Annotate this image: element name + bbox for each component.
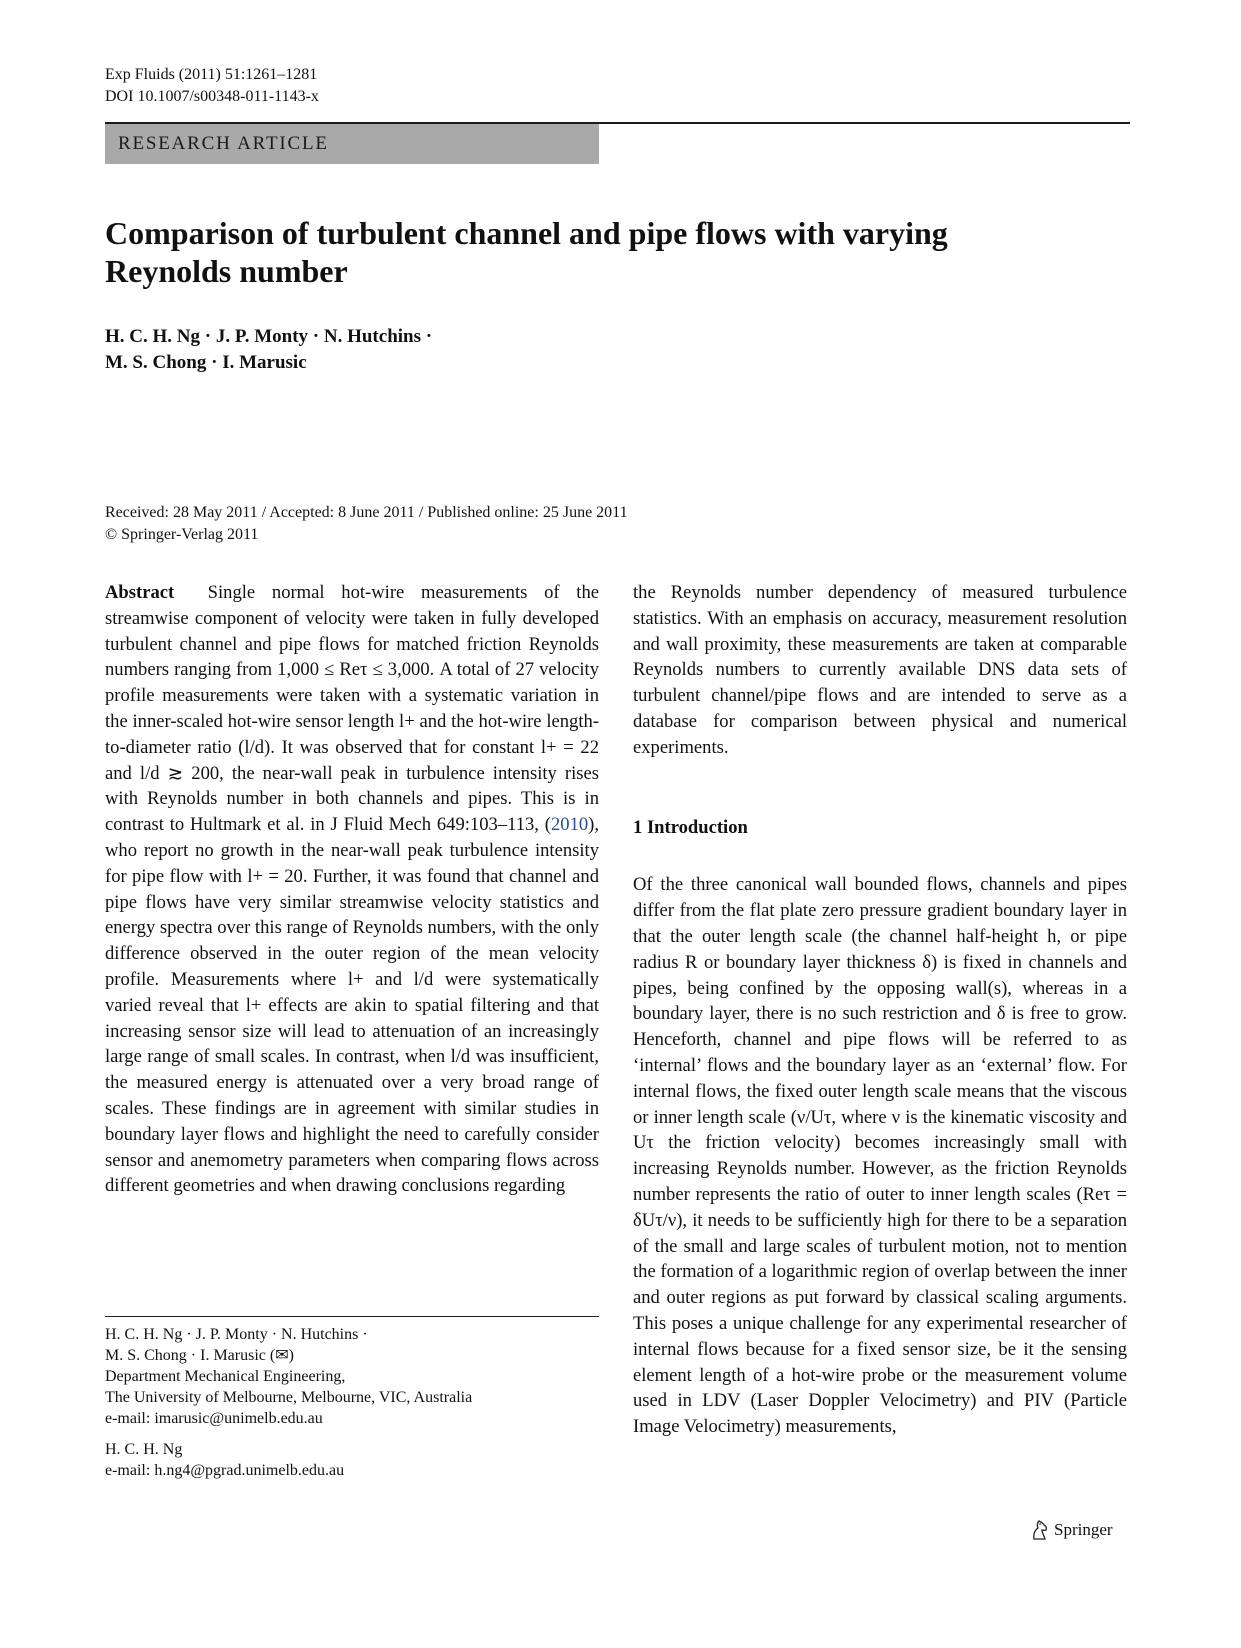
journal-citation: Exp Fluids (2011) 51:1261–1281 [105,66,318,83]
abstract-text-1: Single normal hot-wire measurements of the streamwise component of velocity were taken in fully developed turbulent channel and pipe flows for matched friction Reynolds numbers ranging from 1,000 ≤ Reτ ≤ 3,000. A total of 27 velocity profile measurements were taken with a systematic variation in the inner-scaled hot-wire sensor length l+ and the hot-wire length-to-diameter ratio (l/d). It was observed that for constant l+ = 22 and l/d ≳ 200, the near-wall peak in turbulence intensity rises with Reynolds number in both channels and pipes. This is in contrast to Hultmark et al. in J Fluid Mech 649:103–113, ( [105,582,600,836]
abstract-paragraph [105,580,599,1199]
abstract-continuation: the Reynolds number dependency of measured turbulence statistics. With an emphasis on accuracy, measurement resolution and wall proximity, these measurements are taken at comparable Reynolds numbers to currently available DNS data sets of turbulent channel/pipe flows and are intended to serve as a database for comparison between physical and numerical experiments. [633,582,1127,758]
abstract-label: Abstract [105,582,175,603]
article-type-banner: RESEARCH ARTICLE [105,124,599,164]
publication-dates [105,502,1005,546]
abstract-text-2: ), who report no growth in the near-wall peak turbulence intensity for pipe flow with l+ = 20. Further, it was found that channel and pipe flows have very similar streamwise velocity statistics and energy spectra over this range of Reynolds numbers, with the only difference observed in the outer region of the mean velocity profile. Measurements where l+ and l/d were systematically varied reveal that l+ effects are akin to spatial filtering and that increasing sensor size will lead to attenuation of an increasingly large range of small scales. In contrast, when l/d was insufficient, the measured energy is attenuated over a very broad range of scales. These findings are in agreement with similar studies in boundary layer flows and highlight the need to carefully consider sensor and anemometry parameters when comparing flows across different geometries and when drawing conclusions regarding [105,814,599,1197]
left-column [105,580,599,1199]
doi: DOI 10.1007/s00348-011-1143-x [105,88,319,105]
affiliation-email-2[interactable]: e-mail: h.ng4@pgrad.unimelb.edu.au [105,1462,345,1479]
introduction-text: Of the three canonical wall bounded flows, channels and pipes differ from the flat plate zero pressure gradient boundary layer in that the outer length scale (the channel half-height h, or pipe radius R or boundary layer thickness δ) is fixed in channels and pipes, being confined by the opposing wall(s), whereas in a boundary layer, there is no such restriction and δ is free to grow. Henceforth, channel and pipe flows will be referred to as ‘internal’ flows and the boundary layer as an ‘external’ flow. For internal flows, the fixed outer length scale means that the viscous or inner length scale (ν/Uτ, where ν is the kinematic viscosity and Uτ the friction velocity) becomes increasingly small with increasing Reynolds number. However, as the friction Reynolds number represents the ratio of outer to inner length scales (Reτ = δUτ/ν), it needs to be sufficiently high for there to be a separation of the small and large scales of turbulent motion, not to mention the formation of a logarithmic region of overlap between the inner and outer regions as put forward by classical scaling arguments. This poses a unique challenge for any experimental researcher of internal flows because for a fixed sensor size, be it the sensing element length of a hot-wire probe or the measurement volume used in LDV (Laser Doppler Velocimetry) and PIV (Particle Image Velocimetry) measurements, [633,874,1127,1438]
history-dates: Received: 28 May 2011 / Accepted: 8 June 2011 / Published online: 25 June 2011 [105,504,628,521]
section-heading-introduction: 1 Introduction [633,816,748,838]
affiliation-email-1[interactable]: e-mail: imarusic@unimelb.edu.au [105,1410,323,1427]
publisher-name: Springer [1054,1520,1113,1539]
right-column [633,580,1127,1440]
footnote-rule [105,1316,599,1317]
paper-title: Comparison of turbulent channel and pipe flows with varying Reynolds number [105,215,948,289]
affiliation-department: Department Mechanical Engineering, [105,1368,346,1385]
author-line-2: M. S. Chong · I. Marusic [105,352,307,373]
journal-header [105,64,319,108]
author-line-1: H. C. H. Ng · J. P. Monty · N. Hutchins · [105,326,433,347]
affiliation-authors-1: H. C. H. Ng · J. P. Monty · N. Hutchins · [105,1326,368,1343]
copyright: © Springer-Verlag 2011 [105,526,259,543]
publisher-logo [1030,1519,1113,1541]
springer-horse-icon [1030,1519,1050,1541]
affiliation-footnote [105,1324,599,1481]
author-list [105,324,705,376]
affiliation-author-ng: H. C. H. Ng [105,1441,183,1458]
affiliation-university: The University of Melbourne, Melbourne, VIC, Australia [105,1389,473,1406]
affiliation-authors-2: M. S. Chong · I. Marusic (✉) [105,1347,294,1364]
citation-link[interactable]: 2010 [550,814,589,836]
